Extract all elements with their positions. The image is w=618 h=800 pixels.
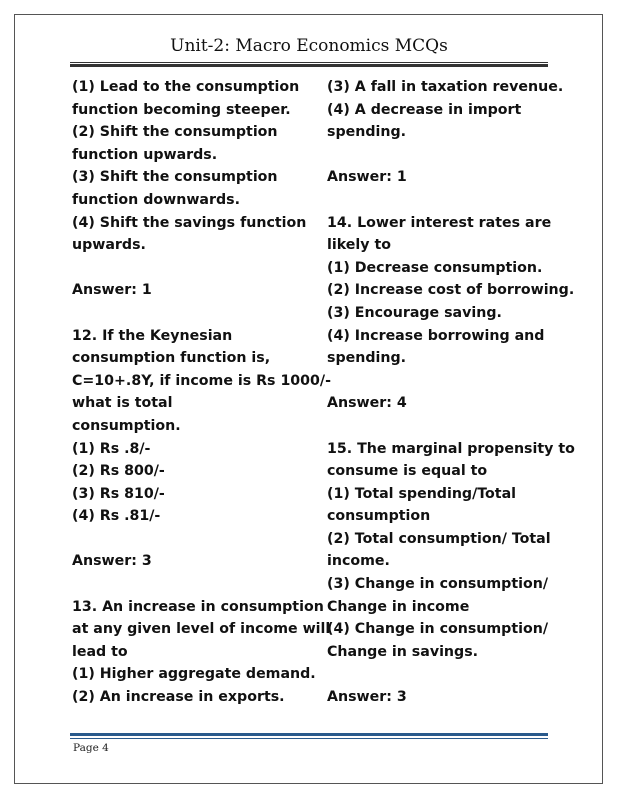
text-line: consumption. xyxy=(72,417,181,434)
text-line: likely to xyxy=(327,237,391,254)
text-line: (2) Total consumption/ Total xyxy=(327,530,551,547)
text-line: Change in income xyxy=(327,598,470,615)
text-line: (4) A decrease in import xyxy=(327,101,522,118)
text-line: spending. xyxy=(327,124,406,141)
right-text-column xyxy=(327,76,575,709)
text-line: function becoming steeper. xyxy=(72,101,291,118)
text-line: (1) Higher aggregate demand. xyxy=(72,666,316,683)
text-line: (2) Increase cost of borrowing. xyxy=(327,282,575,299)
text-line: lead to xyxy=(72,643,128,660)
text-line: (2) Rs 800/- xyxy=(72,463,165,480)
text-line: function upwards. xyxy=(72,146,218,163)
text-line: (1) Rs .8/- xyxy=(72,440,151,457)
blank-line xyxy=(327,189,557,212)
text-line: (2) An increase in exports. xyxy=(72,689,285,706)
text-line: (3) A fall in taxation revenue. xyxy=(327,79,564,95)
text-line: (4) Rs .81/- xyxy=(72,508,161,525)
text-line: 14. Lower interest rates are xyxy=(327,214,552,231)
text-line: function downwards. xyxy=(72,191,240,208)
text-line: (3) Rs 810/- xyxy=(72,485,165,502)
text-line: (4) Change in consumption/ xyxy=(327,621,549,638)
answer-line: Answer: 3 xyxy=(327,689,407,706)
header-rule xyxy=(70,62,548,63)
left-text-column xyxy=(72,76,331,709)
blank-line xyxy=(327,663,557,686)
text-line: 12. If the Keynesian xyxy=(72,327,233,344)
footer-rule-thick xyxy=(70,733,548,736)
text-line: Change in savings. xyxy=(327,643,479,660)
text-line: (1) Lead to the consumption xyxy=(72,79,300,95)
text-line: (3) Change in consumption/ xyxy=(327,576,549,593)
blank-line xyxy=(327,370,557,393)
text-line: C=10+.8Y, if income is Rs 1000/- xyxy=(72,372,331,389)
blank-line xyxy=(72,573,312,596)
text-line: 15. The marginal propensity to xyxy=(327,440,575,457)
header-rule-thick xyxy=(70,64,548,67)
text-line: 13. An increase in consumption xyxy=(72,598,324,615)
blank-line xyxy=(72,302,312,325)
blank-line xyxy=(72,528,312,551)
blank-line xyxy=(72,257,312,280)
blank-line xyxy=(327,415,557,438)
text-line: income. xyxy=(327,553,390,570)
text-line: (1) Decrease consumption. xyxy=(327,259,543,276)
page-header-title: Unit-2: Macro Economics MCQs xyxy=(170,36,448,56)
text-line: consume is equal to xyxy=(327,463,488,480)
answer-line: Answer: 1 xyxy=(327,169,407,186)
text-line: consumption xyxy=(327,508,431,525)
text-line: (1) Total spending/Total xyxy=(327,485,517,502)
answer-line: Answer: 4 xyxy=(327,395,407,412)
text-line: upwards. xyxy=(72,237,146,254)
text-line: (3) Encourage saving. xyxy=(327,304,502,321)
answer-line: Answer: 1 xyxy=(72,282,152,299)
text-line: at any given level of income will xyxy=(72,621,331,638)
blank-line xyxy=(327,144,557,167)
footer-rule xyxy=(70,738,548,739)
text-line: (2) Shift the consumption xyxy=(72,124,278,141)
text-line: (4) Increase borrowing and xyxy=(327,327,545,344)
answer-line: Answer: 3 xyxy=(72,553,152,570)
page-number: Page 4 xyxy=(73,742,109,754)
text-line: (3) Shift the consumption xyxy=(72,169,278,186)
text-line: (4) Shift the savings function xyxy=(72,214,307,231)
text-line: what is total xyxy=(72,395,173,412)
text-line: consumption function is, xyxy=(72,350,271,367)
text-line: spending. xyxy=(327,350,406,367)
